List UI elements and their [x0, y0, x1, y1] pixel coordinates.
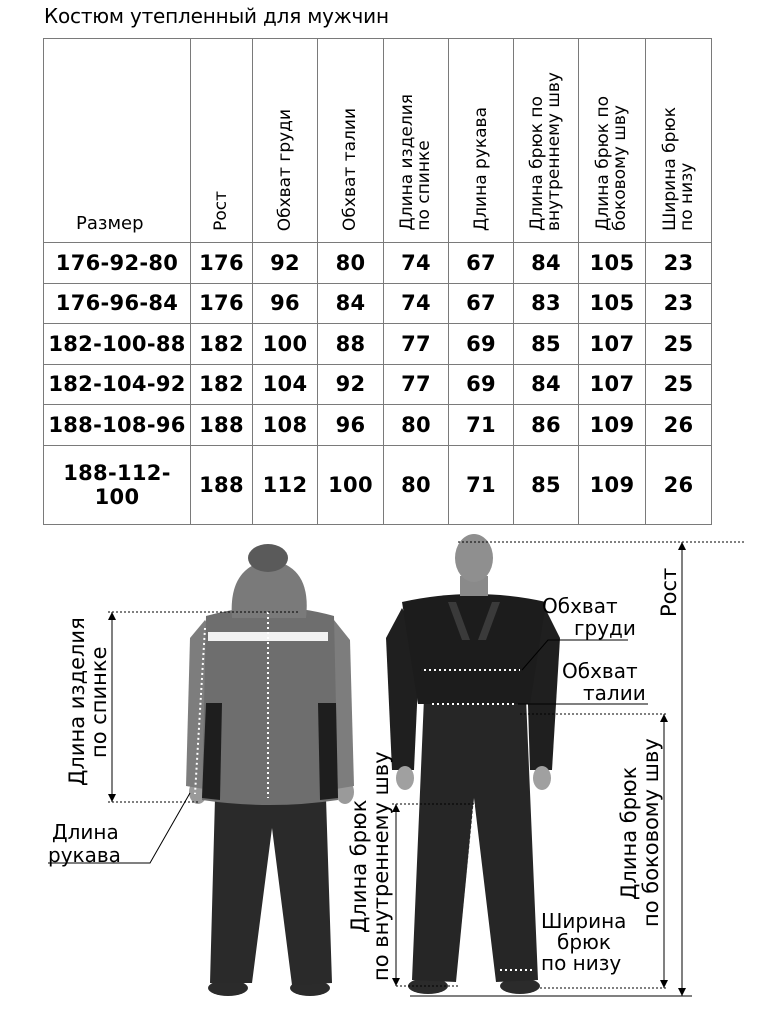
cell-height: 188	[191, 405, 253, 446]
cell-sleeve-length: 67	[449, 243, 514, 284]
cell-inseam: 86	[514, 405, 579, 446]
label-back-length: Длина изделия по спинке	[65, 617, 111, 787]
label-waist-line2: талии	[583, 681, 646, 705]
cell-size: 176-96-84	[44, 283, 191, 324]
cell-waist: 92	[318, 364, 384, 405]
label-leg-width-line3: по низу	[541, 951, 622, 975]
label-chest-line1: Обхват	[542, 594, 618, 618]
cell-inseam: 84	[514, 243, 579, 284]
cell-waist: 88	[318, 324, 384, 365]
cell-sleeve-length: 69	[449, 364, 514, 405]
col-header-outseam: Длина брюк по боковому шву	[579, 39, 646, 243]
cell-chest: 96	[253, 283, 318, 324]
label-chest-line2: груди	[574, 616, 636, 640]
cell-chest: 100	[253, 324, 318, 365]
size-table	[43, 38, 712, 525]
cell-height: 176	[191, 283, 253, 324]
label-leg-width-line1: Ширина	[541, 909, 627, 933]
cell-leg-width: 23	[646, 283, 712, 324]
cell-leg-width: 25	[646, 324, 712, 365]
cell-chest: 104	[253, 364, 318, 405]
table-row	[44, 364, 712, 405]
cell-height: 182	[191, 364, 253, 405]
cell-outseam: 107	[579, 324, 646, 365]
cell-waist: 100	[318, 445, 384, 524]
cell-size: 182-100-88	[44, 324, 191, 365]
label-waist-line1: Обхват	[562, 659, 638, 683]
cell-size: 176-92-80	[44, 243, 191, 284]
cell-back-length: 77	[384, 324, 449, 365]
cell-inseam: 85	[514, 324, 579, 365]
col-header-sleeve-length: Длина рукава	[449, 39, 514, 243]
cell-sleeve-length: 71	[449, 445, 514, 524]
col-header-leg-width: Ширина брюк по низу	[646, 39, 712, 243]
cell-leg-width: 25	[646, 364, 712, 405]
table-row	[44, 405, 712, 446]
col-header-size: Размер	[44, 39, 191, 243]
label-inseam: Длина брюк по внутреннему шву	[347, 751, 393, 981]
cell-outseam: 105	[579, 243, 646, 284]
cell-outseam: 107	[579, 364, 646, 405]
cell-back-length: 77	[384, 364, 449, 405]
cell-inseam: 85	[514, 445, 579, 524]
cell-leg-width: 26	[646, 405, 712, 446]
table-header-row	[44, 39, 712, 243]
cell-leg-width: 26	[646, 445, 712, 524]
cell-inseam: 83	[514, 283, 579, 324]
cell-height: 176	[191, 243, 253, 284]
table-row	[44, 445, 712, 524]
cell-size: 188-112-100	[44, 445, 191, 524]
label-height: Рост	[657, 567, 681, 617]
col-header-height: Рост	[191, 39, 253, 243]
cell-sleeve-length: 69	[449, 324, 514, 365]
table-row	[44, 283, 712, 324]
cell-sleeve-length: 71	[449, 405, 514, 446]
cell-back-length: 80	[384, 405, 449, 446]
table-row	[44, 243, 712, 284]
cell-height: 182	[191, 324, 253, 365]
cell-outseam: 105	[579, 283, 646, 324]
cell-chest: 112	[253, 445, 318, 524]
cell-size: 182-104-92	[44, 364, 191, 405]
label-outseam: Длина брюк по боковому шву	[617, 738, 663, 928]
label-sleeve-length-line2: рукава	[48, 843, 121, 867]
cell-chest: 108	[253, 405, 318, 446]
col-header-inseam: Длина брюк по внутреннему шву	[514, 39, 579, 243]
cell-back-length: 74	[384, 243, 449, 284]
col-header-back-length: Длина изделия по спинке	[384, 39, 449, 243]
page-title: Костюм утепленный для мужчин	[44, 4, 389, 28]
col-header-waist: Обхват талии	[318, 39, 384, 243]
label-sleeve-length-line1: Длина	[52, 820, 119, 844]
cell-back-length: 80	[384, 445, 449, 524]
cell-waist: 84	[318, 283, 384, 324]
cell-back-length: 74	[384, 283, 449, 324]
cell-chest: 92	[253, 243, 318, 284]
cell-inseam: 84	[514, 364, 579, 405]
cell-outseam: 109	[579, 445, 646, 524]
cell-outseam: 109	[579, 405, 646, 446]
cell-size: 188-108-96	[44, 405, 191, 446]
cell-waist: 96	[318, 405, 384, 446]
cell-sleeve-length: 67	[449, 283, 514, 324]
cell-height: 188	[191, 445, 253, 524]
label-leg-width-line2: брюк	[557, 930, 611, 954]
cell-waist: 80	[318, 243, 384, 284]
table-row	[44, 324, 712, 365]
col-header-chest: Обхват груди	[253, 39, 318, 243]
cell-leg-width: 23	[646, 243, 712, 284]
